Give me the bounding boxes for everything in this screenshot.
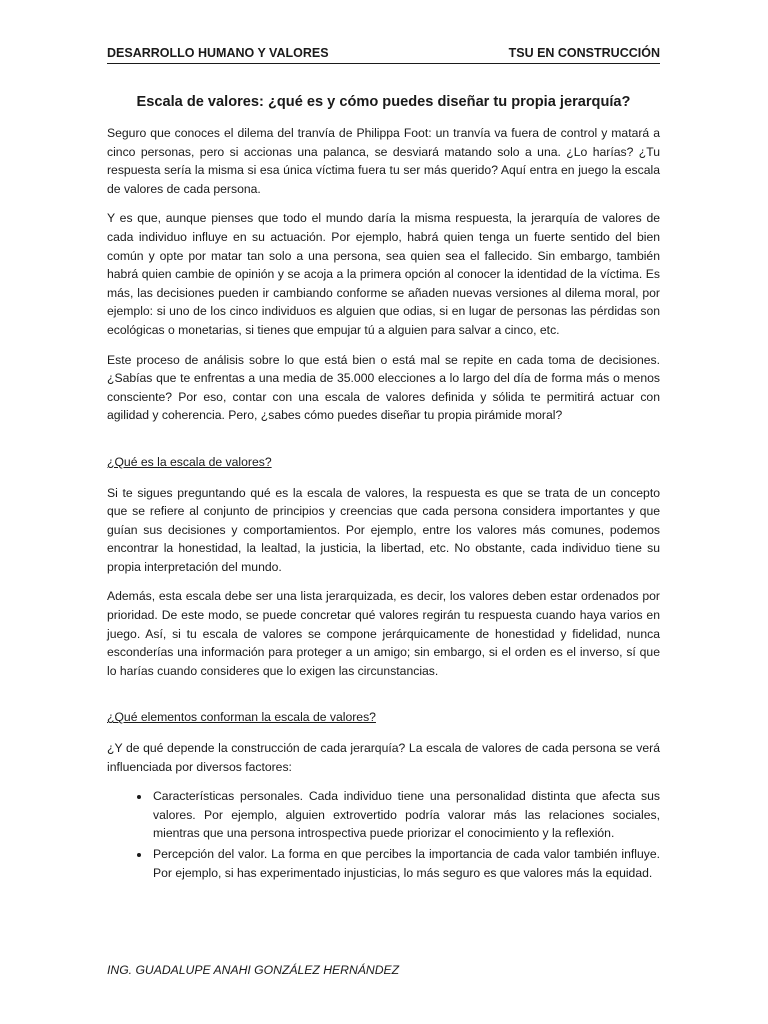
paragraph: Este proceso de análisis sobre lo que está bien o está mal se repite en cada toma de decisiones. ¿Sabías que te enfrentas a una media de 35.000 elecciones a lo largo del día de forma más o menos consciente? Por eso, contar con una escala de valores definida y sólida te permitirá actuar con agilidad y coherencia. Pero, ¿sabes cómo puedes diseñar tu propia pirámide moral? [107,352,660,423]
page-content [107,93,660,884]
page-footer-author: ING. GUADALUPE ANAHI GONZÁLEZ HERNÁNDEZ [107,963,400,977]
section-heading-que-es: ¿Qué es la escala de valores? [107,454,272,469]
paragraph: Además, esta escala debe ser una lista jerarquizada, es decir, los valores deben estar ordenados por prioridad. De este modo, se puede concretar qué valores regirán tu respuesta cuando haya varios en juego. Así, si tu escala de valores se compone jerárquicamente de honestidad y fidelidad, nunca esconderías una información para proteger a un amigo; sin embargo, si el orden es el inverso, sí que lo harías cuando consideres que lo exigen las circunstancias. [107,589,660,678]
paragraph: Seguro que conoces el dilema del tranvía de Philippa Foot: un tranvía va fuera de control y matará a cinco personas, pero si accionas una palanca, se desviará matando solo a una. ¿Lo harías? ¿Tu respuesta sería la misma si esa única víctima fuera tu ser más querido? Aquí entra en juego la escala de valores de cada persona. [107,126,660,196]
header-course-title: DESARROLLO HUMANO Y VALORES [107,46,329,60]
list-item: • Características personales. Cada individuo tiene una personalidad distinta que afecta sus valores. Por ejemplo, alguien extrovertido podría valorar más las relaciones sociales, mientras que una persona introspectiva puede priorizar el conocimiento y la reflexión. [151,787,660,843]
paragraph: ¿Y de qué depende la construcción de cada jerarquía? La escala de valores de cada persona se verá influenciada por diversos factores: [107,741,660,774]
header-program: TSU EN CONSTRUCCIÓN [508,46,660,60]
factors-list [107,787,660,882]
paragraph: Si te sigues preguntando qué es la escala de valores, la respuesta es que se trata de un concepto que se refiere al conjunto de principios y creencias que cada persona considera importantes y que guían sus decisiones y comportamientos. Por ejemplo, entre los valores más comunes, podemos encontrar la honestidad, la lealtad, la justicia, la libertad, etc. No obstante, cada individuo tiene su propia interpretación del mundo. [107,485,660,574]
page-header [107,46,660,64]
list-item: • Percepción del valor. La forma en que percibes la importancia de cada valor también influye. Por ejemplo, si has experimentado injusticias, lo más seguro es que valores más la equidad. [151,845,660,882]
section-heading-elementos: ¿Qué elementos conforman la escala de valores? [107,710,376,725]
document-title: Escala de valores: ¿qué es y cómo puedes diseñar tu propia jerarquía? [136,94,631,110]
paragraph: Y es que, aunque pienses que todo el mundo daría la misma respuesta, la jerarquía de valores de cada individuo influye en su actuación. Por ejemplo, habrá quien tenga un fuerte sentido del bien común y opte por matar tan solo a una persona, sea quien sea el fallecido. Sin embargo, también habrá quien cambie de opinión y se acoja a la primera opción al conocer la identidad de la víctima. Es más, las decisiones pueden ir cambiando conforme se añaden nuevas versiones al dilema moral, por ejemplo: si uno de los cinco individuos es alguien que odias, si en lugar de personas las pérdidas son ecológicas o monetarias, si tienes que empujar tú a alguien para salvar a cinco, etc. [107,211,660,337]
